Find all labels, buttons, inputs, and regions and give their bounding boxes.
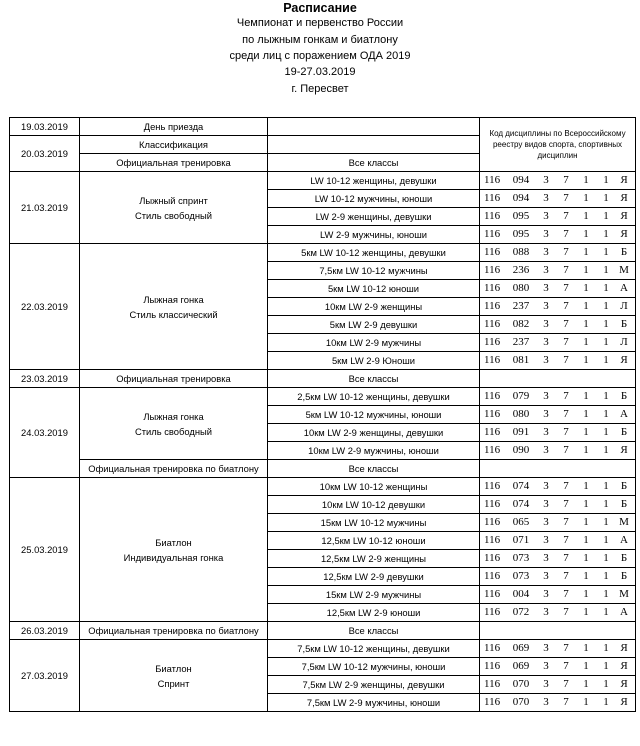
date-cell: 23.03.2019 [10, 370, 80, 388]
code-part: Я [620, 660, 628, 672]
code-part: 3 [543, 678, 549, 690]
discipline-code-cell [480, 424, 636, 442]
date-range: 19-27.03.2019 [284, 66, 356, 78]
discipline-code-cell [480, 316, 636, 334]
code-part: 1 [583, 570, 589, 582]
race-cell: Все классы [268, 370, 480, 388]
race-cell: 12,5км LW 2-9 девушки [268, 568, 480, 586]
code-part: 1 [603, 408, 609, 420]
discipline-code-cell [480, 676, 636, 694]
code-part: 7 [563, 336, 569, 348]
code-part: 116 [484, 516, 501, 528]
code-part: 3 [543, 426, 549, 438]
code-part: 3 [543, 552, 549, 564]
code-part: 116 [484, 408, 501, 420]
event-cell: День приезда [80, 118, 268, 136]
code-part: 1 [603, 696, 609, 708]
code-part: 116 [484, 660, 501, 672]
code-part: 1 [603, 534, 609, 546]
code-part: 116 [484, 264, 501, 276]
race-cell: 5км LW 10-12 женщины, девушки [268, 244, 480, 262]
discipline-code-cell [480, 460, 636, 478]
code-part: 070 [512, 696, 530, 708]
code-part: Б [620, 498, 628, 510]
code-part: 7 [563, 498, 569, 510]
code-part: Я [620, 696, 628, 708]
discipline-code-cell [480, 622, 636, 640]
code-part: 116 [484, 426, 501, 438]
discipline-code-cell [480, 586, 636, 604]
code-part: 116 [484, 642, 501, 654]
code-part: 3 [543, 282, 549, 294]
code-part: 1 [603, 354, 609, 366]
code-part: 3 [543, 228, 549, 240]
event-cell: Официальная тренировка [80, 370, 268, 388]
race-cell [268, 118, 480, 136]
code-part: Я [620, 192, 628, 204]
code-part: Б [620, 426, 628, 438]
code-part: 7 [563, 174, 569, 186]
code-part: 116 [484, 570, 501, 582]
race-cell: 12,5км LW 2-9 женщины [268, 550, 480, 568]
race-cell: Все классы [268, 460, 480, 478]
code-part: 070 [512, 678, 530, 690]
code-part: 3 [543, 390, 549, 402]
code-part: 094 [512, 174, 530, 186]
code-part: 116 [484, 210, 501, 222]
code-part: 7 [563, 228, 569, 240]
code-part: 004 [512, 588, 530, 600]
code-part: 1 [583, 516, 589, 528]
table-row [10, 622, 636, 640]
code-part: 1 [583, 228, 589, 240]
code-part: 1 [583, 336, 589, 348]
discipline-code-cell [480, 694, 636, 712]
code-part: 1 [603, 678, 609, 690]
code-part: 7 [563, 390, 569, 402]
code-part: 079 [512, 390, 530, 402]
discipline-code-cell [480, 478, 636, 496]
date-cell: 20.03.2019 [10, 136, 80, 172]
race-cell: 10км LW 2-9 мужчины [268, 334, 480, 352]
code-part: 3 [543, 408, 549, 420]
event-cell: Официальная тренировка по биатлону [80, 460, 268, 478]
date-cell: 19.03.2019 [10, 118, 80, 136]
code-part: 3 [543, 210, 549, 222]
event-cell: Лыжный спринт Стиль свободный [80, 172, 268, 244]
code-part: 1 [603, 642, 609, 654]
race-cell: 5км LW 2-9 девушки [268, 316, 480, 334]
discipline-code-cell [480, 244, 636, 262]
code-part: 3 [543, 444, 549, 456]
event-cell: Биатлон Спринт [80, 640, 268, 712]
code-part: 1 [603, 282, 609, 294]
discipline-code-cell [480, 550, 636, 568]
code-part: 7 [563, 354, 569, 366]
code-part: 1 [583, 552, 589, 564]
code-part: М [619, 588, 629, 600]
code-part: 7 [563, 282, 569, 294]
discipline-code-cell [480, 370, 636, 388]
race-cell [268, 136, 480, 154]
code-part: 3 [543, 174, 549, 186]
code-part: 3 [543, 480, 549, 492]
code-part: Я [620, 210, 628, 222]
code-part: 1 [603, 660, 609, 672]
code-part: 116 [484, 444, 501, 456]
code-part: 7 [563, 570, 569, 582]
code-part: 071 [512, 534, 530, 546]
code-part: 081 [512, 354, 530, 366]
race-cell: 15км LW 2-9 мужчины [268, 586, 480, 604]
race-cell: 10км LW 10-12 девушки [268, 496, 480, 514]
code-part: 1 [603, 552, 609, 564]
table-row [10, 388, 636, 406]
code-part: 1 [583, 318, 589, 330]
code-part: 095 [512, 228, 530, 240]
code-part: 7 [563, 318, 569, 330]
race-cell: 5км LW 2-9 Юноши [268, 352, 480, 370]
code-part: 7 [563, 264, 569, 276]
code-part: 3 [543, 588, 549, 600]
discipline-code-cell [480, 406, 636, 424]
code-part: 1 [583, 660, 589, 672]
table-row [10, 118, 636, 136]
code-part: 1 [603, 444, 609, 456]
page-title: Расписание [283, 1, 357, 15]
event-cell: Биатлон Индивидуальная гонка [80, 478, 268, 622]
code-part: 3 [543, 300, 549, 312]
code-part: 088 [512, 246, 530, 258]
code-part: 3 [543, 534, 549, 546]
code-part: 069 [512, 660, 530, 672]
race-cell: LW 10-12 мужчины, юноши [268, 190, 480, 208]
discipline-code-cell [480, 658, 636, 676]
code-part: 1 [583, 426, 589, 438]
code-part: 116 [484, 606, 501, 618]
code-part: Я [620, 354, 628, 366]
code-part: 116 [484, 282, 501, 294]
code-part: 3 [543, 696, 549, 708]
code-part: 116 [484, 336, 501, 348]
code-part: 116 [484, 228, 501, 240]
code-part: 3 [543, 516, 549, 528]
code-part: 1 [583, 498, 589, 510]
code-part: 1 [583, 480, 589, 492]
code-part: 3 [543, 606, 549, 618]
code-part: 1 [583, 282, 589, 294]
code-part: 116 [484, 174, 501, 186]
code-part: 074 [512, 480, 530, 492]
race-cell: 15км LW 10-12 мужчины [268, 514, 480, 532]
code-part: 116 [484, 192, 501, 204]
race-cell: Все классы [268, 622, 480, 640]
code-part: 1 [603, 588, 609, 600]
discipline-code-cell [480, 514, 636, 532]
code-part: 072 [512, 606, 530, 618]
code-part: 1 [603, 210, 609, 222]
race-cell: 12,5км LW 10-12 юноши [268, 532, 480, 550]
date-cell: 26.03.2019 [10, 622, 80, 640]
code-part: 116 [484, 552, 501, 564]
code-part: 3 [543, 318, 549, 330]
code-part: 116 [484, 246, 501, 258]
discipline-code-cell [480, 262, 636, 280]
race-cell: LW 2-9 мужчины, юноши [268, 226, 480, 244]
code-part: 3 [543, 570, 549, 582]
code-part: Я [620, 174, 628, 186]
discipline-code-cell [480, 298, 636, 316]
code-part: 7 [563, 696, 569, 708]
discipline-code-cell [480, 280, 636, 298]
code-part: 116 [484, 678, 501, 690]
discipline-code-cell [480, 172, 636, 190]
code-part: 1 [583, 444, 589, 456]
code-part: 236 [512, 264, 530, 276]
race-cell: 10км LW 10-12 женщины [268, 478, 480, 496]
race-cell: LW 10-12 женщины, девушки [268, 172, 480, 190]
code-part: 116 [484, 588, 501, 600]
code-part: А [620, 534, 628, 546]
discipline-code-cell [480, 568, 636, 586]
code-part: 7 [563, 660, 569, 672]
race-cell: 7,5км LW 10-12 мужчины, юноши [268, 658, 480, 676]
code-part: Б [620, 552, 628, 564]
date-cell: 22.03.2019 [10, 244, 80, 370]
code-part: 1 [603, 390, 609, 402]
discipline-code-cell [480, 226, 636, 244]
code-part: 1 [583, 264, 589, 276]
race-cell: 5км LW 10-12 юноши [268, 280, 480, 298]
code-part: 1 [603, 192, 609, 204]
code-part: Б [620, 480, 628, 492]
code-part: 091 [512, 426, 530, 438]
code-part: 095 [512, 210, 530, 222]
event-cell: Лыжная гонка Стиль классический [80, 244, 268, 370]
discipline-code-cell [480, 532, 636, 550]
code-part: 1 [603, 498, 609, 510]
code-part: 7 [563, 426, 569, 438]
code-part: 082 [512, 318, 530, 330]
date-cell: 25.03.2019 [10, 478, 80, 622]
code-part: 116 [484, 390, 501, 402]
race-cell: Все классы [268, 154, 480, 172]
discipline-code-cell [480, 334, 636, 352]
code-part: 7 [563, 300, 569, 312]
race-cell: 10км LW 2-9 женщины, девушки [268, 424, 480, 442]
race-cell: 12,5км LW 2-9 юноши [268, 604, 480, 622]
code-part: А [620, 408, 628, 420]
code-part: 065 [512, 516, 530, 528]
date-cell: 27.03.2019 [10, 640, 80, 712]
code-part: 1 [583, 606, 589, 618]
code-part: 3 [543, 264, 549, 276]
code-part: 1 [603, 264, 609, 276]
table-row [10, 478, 636, 496]
code-part: 1 [603, 516, 609, 528]
code-part: Б [620, 318, 628, 330]
code-part: Я [620, 444, 628, 456]
discipline-code-cell [480, 442, 636, 460]
code-part: 1 [603, 228, 609, 240]
code-part: 7 [563, 678, 569, 690]
discipline-code-cell [480, 388, 636, 406]
table-row [10, 172, 636, 190]
code-part: 3 [543, 660, 549, 672]
code-part: 1 [583, 696, 589, 708]
code-part: 7 [563, 552, 569, 564]
code-part: 7 [563, 516, 569, 528]
code-part: Б [620, 246, 628, 258]
code-part: 237 [512, 336, 530, 348]
code-part: А [620, 282, 628, 294]
code-part: Б [620, 570, 628, 582]
code-part: 1 [583, 678, 589, 690]
table-row [10, 244, 636, 262]
discipline-code-cell [480, 208, 636, 226]
code-part: 7 [563, 642, 569, 654]
code-part: 7 [563, 408, 569, 420]
code-part: 1 [603, 318, 609, 330]
code-part: 1 [603, 570, 609, 582]
code-part: 7 [563, 534, 569, 546]
code-part: 1 [583, 534, 589, 546]
code-part: 3 [543, 192, 549, 204]
code-part: 237 [512, 300, 530, 312]
code-part: Л [620, 336, 628, 348]
code-part: 7 [563, 210, 569, 222]
code-part: 1 [583, 390, 589, 402]
discipline-code-cell [480, 190, 636, 208]
code-part: 074 [512, 498, 530, 510]
race-cell: 5км LW 10-12 мужчины, юноши [268, 406, 480, 424]
event-cell: Лыжная гонка Стиль свободный [80, 388, 268, 460]
code-part: 7 [563, 588, 569, 600]
code-part: 3 [543, 498, 549, 510]
event-cell: Классификация [80, 136, 268, 154]
code-part: 1 [583, 408, 589, 420]
subtitle-line: Чемпионат и первенство России [236, 17, 404, 29]
discipline-code-cell [480, 352, 636, 370]
code-part: 1 [603, 246, 609, 258]
code-part: 094 [512, 192, 530, 204]
code-part: М [619, 516, 629, 528]
subtitle-line: среди лиц с поражением ОДА 2019 [229, 50, 411, 62]
code-part: Л [620, 300, 628, 312]
race-cell: 7,5км LW 10-12 женщины, девушки [268, 640, 480, 658]
race-cell: 10км LW 2-9 женщины [268, 298, 480, 316]
code-part: 1 [603, 174, 609, 186]
code-part: 080 [512, 282, 530, 294]
date-cell: 24.03.2019 [10, 388, 80, 478]
code-part: 1 [583, 354, 589, 366]
code-part: 3 [543, 246, 549, 258]
venue: г. Пересвет [291, 83, 349, 95]
code-part: 1 [603, 300, 609, 312]
code-part: Я [620, 642, 628, 654]
discipline-code-header: Код дисциплины по Всероссийскому реестру видов спорта, спортивных дисциплин [480, 118, 636, 172]
race-cell: 7,5км LW 2-9 мужчины, юноши [268, 694, 480, 712]
code-part: 3 [543, 354, 549, 366]
code-part: 116 [484, 300, 501, 312]
event-cell: Официальная тренировка [80, 154, 268, 172]
discipline-code-cell [480, 604, 636, 622]
code-part: 090 [512, 444, 530, 456]
code-part: Б [620, 390, 628, 402]
code-part: 1 [583, 300, 589, 312]
code-part: 1 [583, 192, 589, 204]
code-part: 069 [512, 642, 530, 654]
code-part: 1 [603, 336, 609, 348]
code-part: 073 [512, 570, 530, 582]
code-part: 1 [583, 174, 589, 186]
event-cell: Официальная тренировка по биатлону [80, 622, 268, 640]
code-part: 116 [484, 498, 501, 510]
code-part: 1 [603, 480, 609, 492]
code-part: 7 [563, 192, 569, 204]
table-row [10, 640, 636, 658]
code-part: 7 [563, 246, 569, 258]
code-part: 073 [512, 552, 530, 564]
code-part: М [619, 264, 629, 276]
code-part: 3 [543, 336, 549, 348]
code-part: 1 [583, 246, 589, 258]
discipline-code-cell [480, 496, 636, 514]
race-cell: LW 2-9 женщины, девушки [268, 208, 480, 226]
table-row [10, 370, 636, 388]
code-part: 116 [484, 480, 501, 492]
code-part: Я [620, 678, 628, 690]
code-part: А [620, 606, 628, 618]
table-row [10, 460, 636, 478]
code-part: 7 [563, 444, 569, 456]
schedule-table [9, 117, 636, 712]
subtitle-line: по лыжным гонкам и биатлону [242, 34, 398, 46]
race-cell: 7,5км LW 2-9 женщины, девушки [268, 676, 480, 694]
race-cell: 10км LW 2-9 мужчины, юноши [268, 442, 480, 460]
code-part: 1 [603, 606, 609, 618]
race-cell: 2,5км LW 10-12 женщины, девушки [268, 388, 480, 406]
code-part: 7 [563, 606, 569, 618]
code-part: 116 [484, 354, 501, 366]
code-part: 1 [583, 642, 589, 654]
discipline-code-cell [480, 640, 636, 658]
code-part: 116 [484, 696, 501, 708]
code-part: 1 [583, 588, 589, 600]
code-part: 1 [583, 210, 589, 222]
code-part: 116 [484, 534, 501, 546]
code-part: 080 [512, 408, 530, 420]
code-part: 1 [603, 426, 609, 438]
date-cell: 21.03.2019 [10, 172, 80, 244]
code-part: 116 [484, 318, 501, 330]
race-cell: 7,5км LW 10-12 мужчины [268, 262, 480, 280]
code-part: Я [620, 228, 628, 240]
code-part: 3 [543, 642, 549, 654]
code-part: 7 [563, 480, 569, 492]
